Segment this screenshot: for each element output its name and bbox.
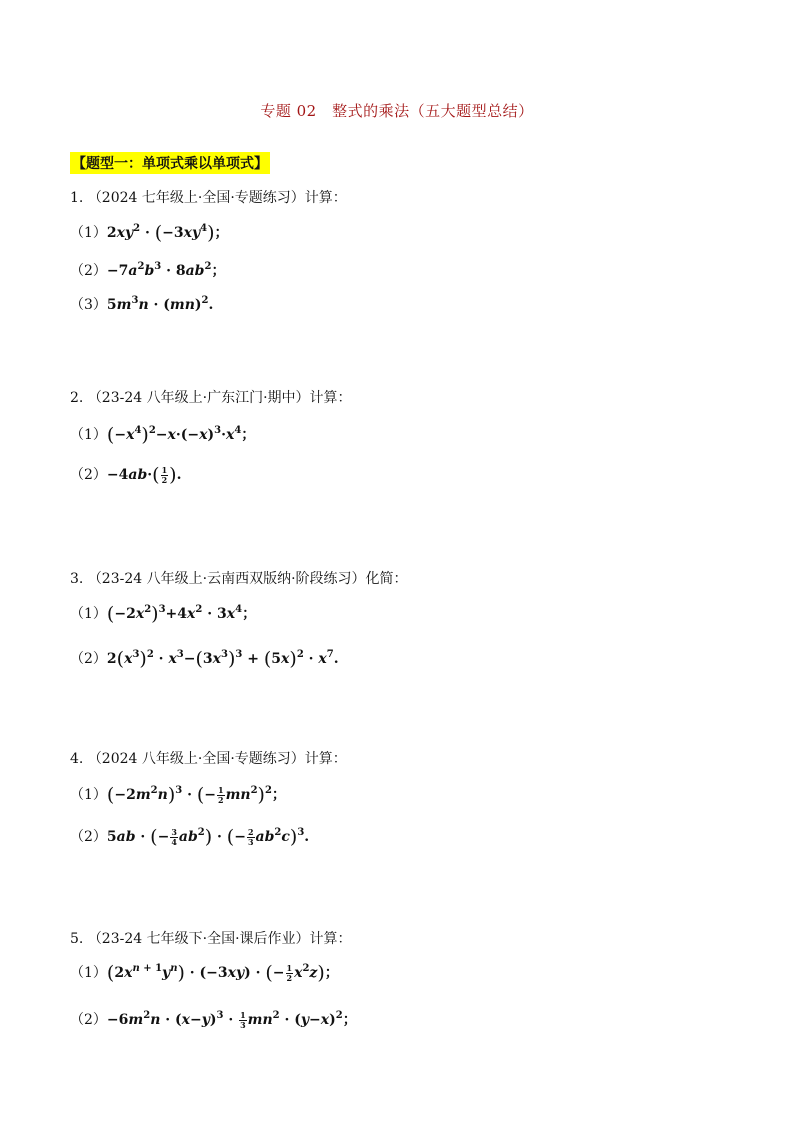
math-expression: −4ab·( $\frac{1}{2}$ ). xyxy=(106,464,182,486)
part-label: （1） xyxy=(70,965,107,981)
question-2-part-1 xyxy=(70,424,255,446)
question-3-header xyxy=(70,568,408,588)
question-4-part-1 xyxy=(70,784,286,806)
math-expression: 5ab · (− $\frac{3}{4}$ $ab^2$) · (− $\frac{2}{3}$ $ab^2c)^3$. xyxy=(106,826,310,848)
question-number: 1. xyxy=(70,190,84,206)
section-heading: 【题型一：单项式乘以单项式】 xyxy=(70,152,270,174)
question-5-header xyxy=(70,928,352,948)
part-label: （3） xyxy=(70,297,107,313)
part-label: （2） xyxy=(70,651,107,667)
part-label: （2） xyxy=(70,263,107,279)
math-expression: $2(x^3)^2 \cdot x^3-(3x^3)^3 + (5x)^2 \cdot x^7$. xyxy=(106,648,339,670)
question-number: 3. xyxy=(70,571,84,587)
part-label: （1） xyxy=(70,787,107,803)
question-number: 5. xyxy=(70,931,84,947)
question-1-header xyxy=(70,187,347,207)
question-3-part-1 xyxy=(70,603,256,625)
part-label: （1） xyxy=(70,427,107,443)
part-label: （2） xyxy=(70,1012,107,1028)
question-1-part-3 xyxy=(70,294,213,314)
question-number: 2. xyxy=(70,390,84,406)
question-number: 4. xyxy=(70,751,84,767)
question-source: （23-24 八年级上·广东江门·期中）计算： xyxy=(87,390,352,406)
question-4-header xyxy=(70,748,347,768)
question-source: （2024 七年级上·全国·专题练习）计算： xyxy=(87,190,347,206)
math-expression: $(2x^{n + 1}y^n) \cdot (-3xy)$ · (− $\frac{1}{2}$ $x^2z$)； xyxy=(106,962,339,984)
math-expression: $5m^3n \cdot (mn)^2$. xyxy=(106,295,214,313)
question-source: （23-24 八年级上·云南西双版纳·阶段练习）化简： xyxy=(87,571,408,587)
page-title: 专题 02 整式的乘法（五大题型总结） xyxy=(260,102,534,120)
question-2-part-2 xyxy=(70,464,181,486)
math-expression: $(-2x^2)^3+4x^2 \cdot 3x^4$； xyxy=(106,603,257,625)
question-1-part-2 xyxy=(70,260,225,280)
part-label: （2） xyxy=(70,829,107,845)
part-label: （1） xyxy=(70,225,107,241)
question-4-part-2 xyxy=(70,826,309,848)
math-expression: $-6m^2n \cdot (x-y)^3$ · $\frac{1}{3}$ $mn^2 \cdot (y-x)^2$； xyxy=(106,1009,357,1030)
math-expression: $2xy^2 \cdot (-3xy^4)$； xyxy=(106,222,229,244)
math-expression: $(-2m^2n)^3$ · (− $\frac{1}{2}$ $mn^2)^2$； xyxy=(106,784,286,806)
question-source: （23-24 七年级下·全国·课后作业）计算： xyxy=(87,931,352,947)
question-5-part-2 xyxy=(70,1009,357,1030)
math-expression: $(-x^4)^2-x\cdot(-x)^3\cdot x^4$； xyxy=(106,424,256,446)
question-3-part-2 xyxy=(70,648,339,670)
question-5-part-1 xyxy=(70,962,339,984)
question-source: （2024 八年级上·全国·专题练习）计算： xyxy=(87,751,347,767)
part-label: （2） xyxy=(70,467,107,483)
math-expression: $-7a^2b^3 \cdot 8ab^2$； xyxy=(106,261,226,279)
part-label: （1） xyxy=(70,606,107,622)
question-2-header xyxy=(70,387,352,407)
question-1-part-1 xyxy=(70,222,229,244)
